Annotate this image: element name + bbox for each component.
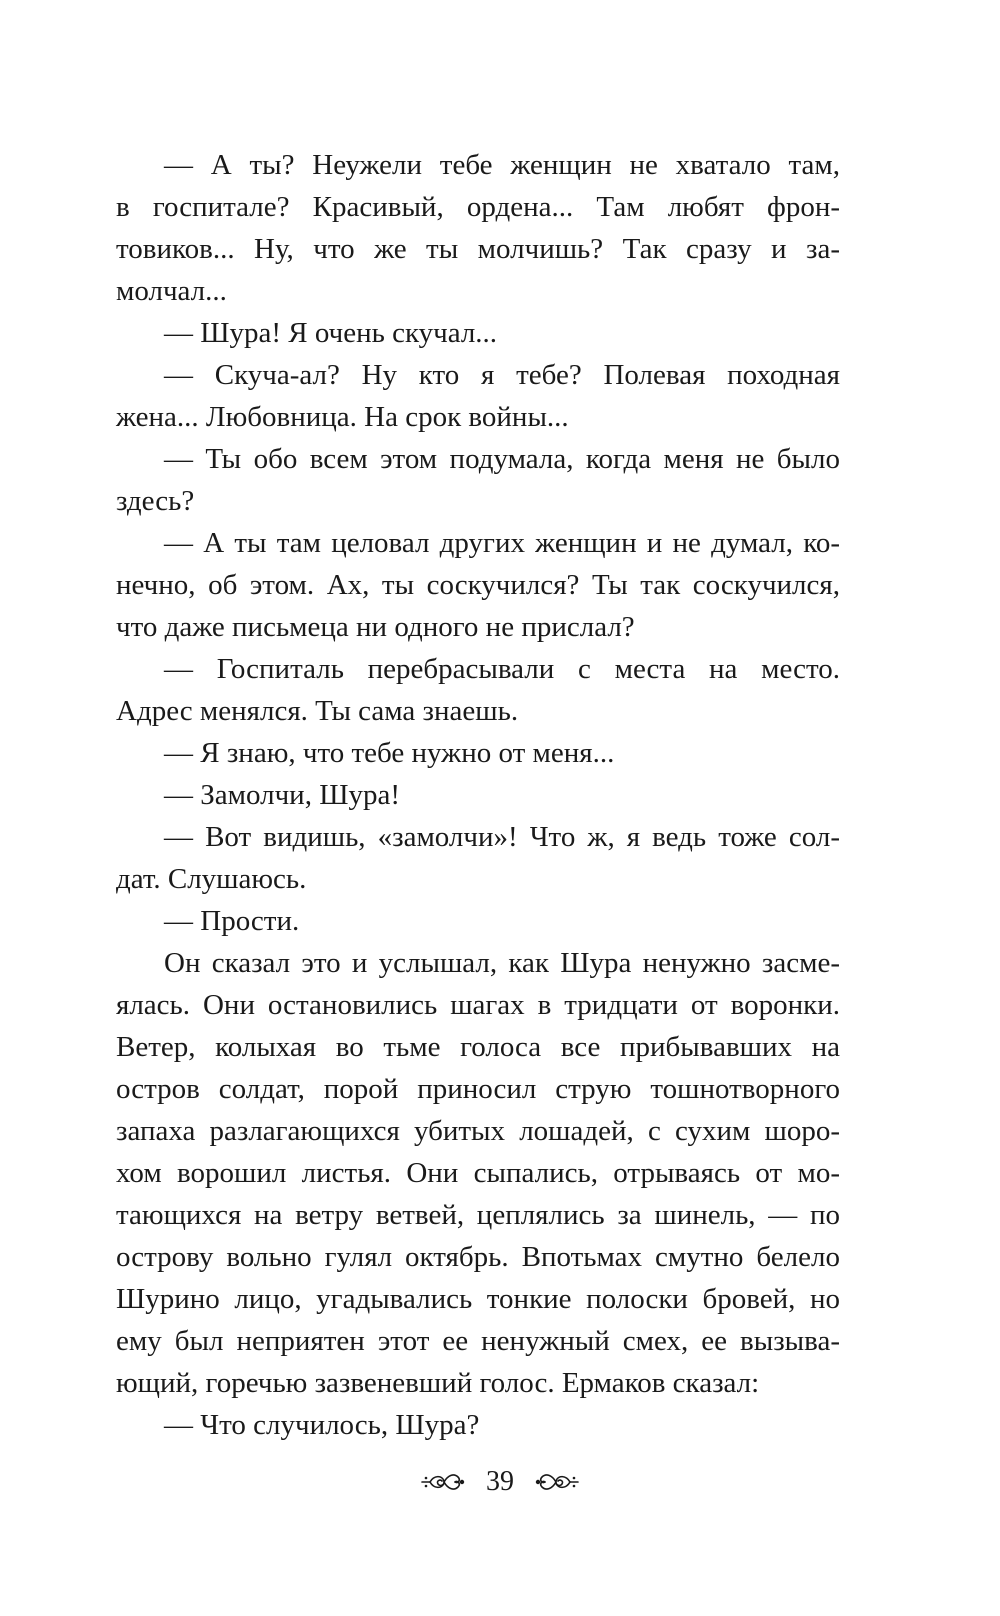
text-line: хом ворошил листья. Они сыпались, отрываясь от мо- [116,1157,840,1189]
text-line: что даже письмеца ни одного не прислал? [116,611,635,643]
text-line: — Вот видишь, «замолчи»! Что ж, я ведь тоже сол- [164,821,840,853]
text-line: ялась. Они остановились шагах в тридцати от воронки. [116,989,840,1021]
ornament-flourish-left-icon [420,1469,466,1495]
text-line: — Я знаю, что тебе нужно от меня... [164,737,615,769]
text-line: нечно, об этом. Ах, ты соскучился? Ты так соскучился, [116,569,840,601]
text-line: запаха разлагающихся убитых лошадей, с сухим шоро- [116,1115,840,1147]
text-line: ющий, горечью зазвеневший голос. Ермаков сказал: [116,1367,760,1399]
text-line: тающихся на ветру ветвей, цеплялись за шинель, — по [116,1199,840,1231]
text-line: — Прости. [164,905,300,937]
text-line: — Замолчи, Шура! [164,779,400,811]
text-line: Он сказал это и услышал, как Шура ненужно засме- [164,947,840,979]
text-line: жена... Любовница. На срок войны... [116,401,569,433]
text-line: здесь? [116,485,195,517]
text-line: молчал... [116,275,227,307]
page-number: 39 [486,1466,514,1497]
text-line: в госпитале? Красивый, ордена... Там любят фрон- [116,191,840,223]
text-line: — Шура! Я очень скучал... [164,317,498,349]
ornament-flourish-right-icon [534,1469,580,1495]
text-line: — А ты? Неужели тебе женщин не хватало там, [164,149,840,181]
text-line: — Скуча-ал? Ну кто я тебе? Полевая походная [164,359,840,391]
text-line: Ветер, колыхая во тьме голоса все прибывавших на [116,1031,840,1063]
text-line: ему был неприятен этот ее ненужный смех, ее вызыва- [116,1325,840,1357]
text-line: Шурино лицо, угадывались тонкие полоски бровей, но [116,1283,840,1315]
page-text [116,144,840,1446]
text-line: дат. Слушаюсь. [116,863,307,895]
text-line: — Что случилось, Шура? [164,1409,480,1441]
text-line: товиков... Ну, что же ты молчишь? Так сразу и за- [116,233,840,265]
text-line: остров солдат, порой приносил струю тошнотворного [116,1073,840,1105]
text-line: острову вольно гулял октябрь. Впотьмах смутно белело [116,1241,840,1273]
text-line: Адрес менялся. Ты сама знаешь. [116,695,519,727]
page-footer [0,1466,1000,1498]
text-line: — Госпиталь перебрасывали с места на место. [164,653,840,685]
text-line: — Ты обо всем этом подумала, когда меня не было [164,443,840,475]
text-line: — А ты там целовал других женщин и не думал, ко- [164,527,840,559]
